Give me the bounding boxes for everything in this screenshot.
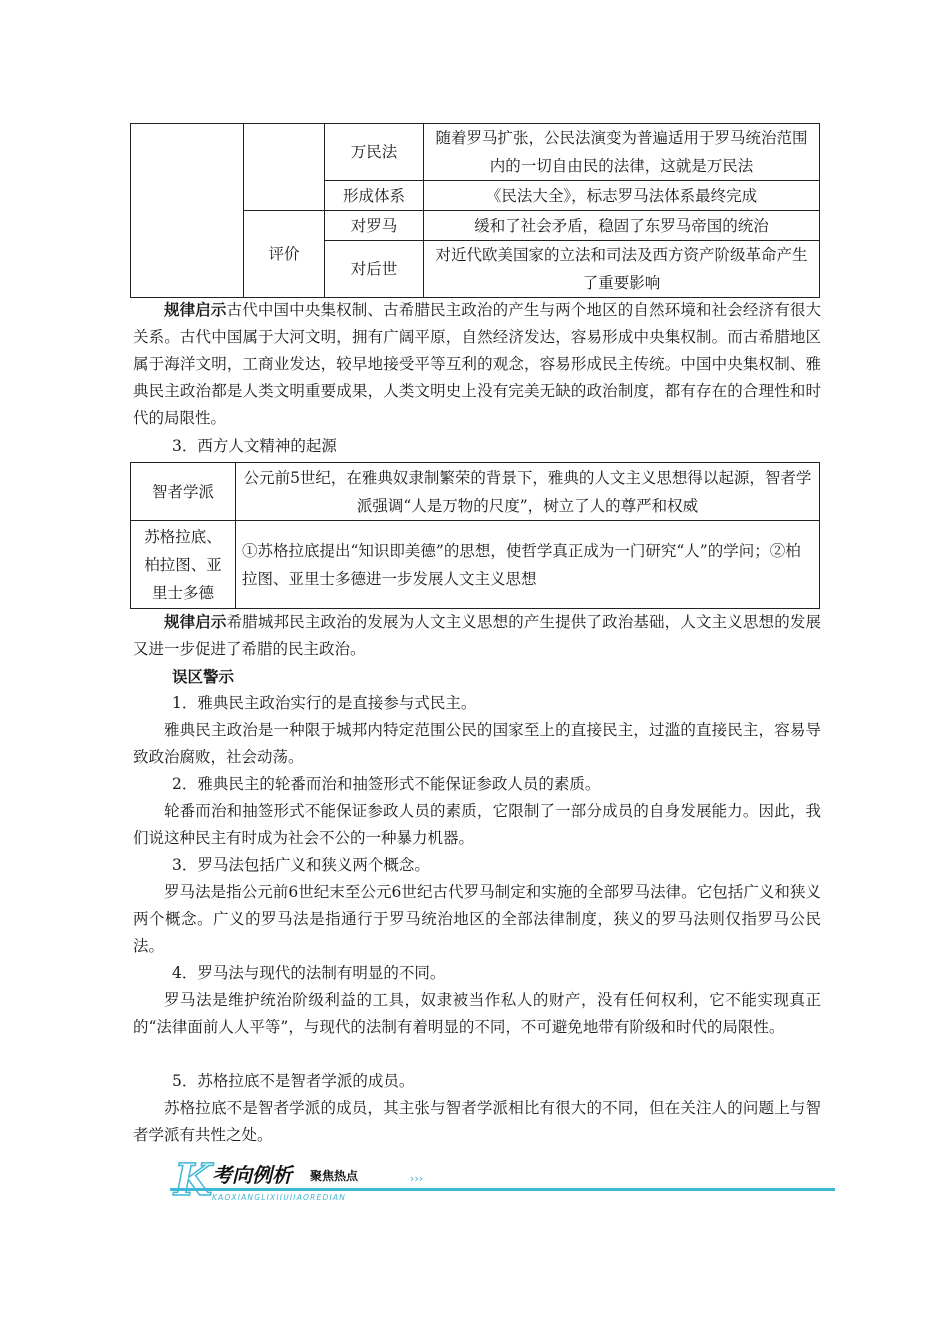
roman-law-table — [130, 123, 820, 298]
warning-body-2: 轮番而治和抽签形式不能保证参政人员的素质，它限制了一部分成员的自身发展能力。因此，我们说这种民主有时成为社会不公的一种暴力机器。 — [133, 802, 821, 847]
warning-body-1: 雅典民主政治是一种限于城邦内特定范围公民的国家至上的直接民主，过滥的直接民主，容易导致政治腐败，社会动荡。 — [133, 721, 821, 766]
warning-body-4: 罗马法是维护统治阶级利益的工具，奴隶被当作私人的财产，没有任何权利，它不能实现真正的“法律面前人人平等”，与现代的法制有着明显的不同，不可避免地带有阶级和时代的局限性。 — [133, 991, 821, 1036]
table-cell-head: 苏格拉底、柏拉图、亚里士多德 — [131, 521, 236, 609]
warning-title: 误区警示 — [172, 667, 235, 686]
table-cell-sub: 对后世 — [325, 241, 424, 298]
table-cell-text: 《民法大全》，标志罗马法体系最终完成 — [424, 181, 820, 211]
banner-subtitle: 聚焦热点 — [310, 1169, 359, 1183]
warning-heading-3: 3．罗马法包括广义和狭义两个概念。 — [172, 856, 430, 874]
section-heading: 3．西方人文精神的起源 — [172, 437, 337, 455]
warning-heading-2: 2．雅典民主的轮番而治和抽签形式不能保证参政人员的素质。 — [172, 775, 601, 793]
chevron-right-icon: ››› — [410, 1172, 424, 1185]
banner-pinyin: KAOXIANGLIXIJUJIAOREDIAN — [212, 1193, 347, 1200]
table-cell-sub: 形成体系 — [325, 181, 424, 211]
warning-heading-4: 4．罗马法与现代的法制有明显的不同。 — [172, 964, 446, 982]
table-row — [131, 463, 820, 521]
rule-text: 古代中国中央集权制、古希腊民主政治的产生与两个地区的自然环境和社会经济有很大关系。古代中国属于大河文明，拥有广阔平原，自然经济发达，容易形成中央集权制。而古希腊地区属于海洋文明，工商业发达，较早地接受平等互利的观念，容易形成民主传统。中国中央集权制、雅典民主政治都是人类文明重要成果，人类文明史上没有完美无缺的政治制度，都有存在的合理性和时代的局限性。 — [133, 301, 821, 427]
banner-underline — [170, 1188, 835, 1191]
table-cell-sub: 对罗马 — [325, 211, 424, 241]
rule-text: 希腊城邦民主政治的发展为人文主义思想的产生提供了政治基础，人文主义思想的发展又进一步促进了希腊的民主政治。 — [133, 613, 821, 658]
table-cell-head: 智者学派 — [131, 463, 236, 521]
rule-label: 规律启示 — [164, 300, 227, 319]
section-banner — [170, 1155, 835, 1200]
warning-heading-5: 5．苏格拉底不是智者学派的成员。 — [172, 1072, 415, 1090]
table-row — [131, 124, 820, 181]
table-cell-text: 对近代欧美国家的立法和司法及西方资产阶级革命产生了重要影响 — [424, 241, 820, 298]
table-cell-text: 缓和了社会矛盾，稳固了东罗马帝国的统治 — [424, 211, 820, 241]
table-cell-text: 公元前5世纪，在雅典奴隶制繁荣的背景下，雅典的人文主义思想得以起源，智者学派强调“人是万物的尺度”，树立了人的尊严和权威 — [236, 463, 820, 521]
table-cell-group: 评价 — [244, 211, 325, 298]
rule-paragraph-1 — [133, 296, 821, 432]
rule-label: 规律启示 — [164, 612, 227, 631]
table-cell-text: ①苏格拉底提出“知识即美德”的思想，使哲学真正成为一门研究“人”的学问；②柏拉图、亚里士多德进一步发展人文主义思想 — [236, 521, 820, 609]
table-cell-sub: 万民法 — [325, 124, 424, 181]
table-cell-empty — [244, 124, 325, 211]
warning-body-3: 罗马法是指公元前6世纪末至公元6世纪古代罗马制定和实施的全部罗马法律。它包括广义和狭义两个概念。广义的罗马法是指通行于罗马统治地区的全部法律制度，狭义的罗马法则仅指罗马公民法。 — [133, 883, 821, 955]
table-cell-text: 随着罗马扩张，公民法演变为普遍适用于罗马统治范围内的一切自由民的法律，这就是万民法 — [424, 124, 820, 181]
warning-heading-1: 1．雅典民主政治实行的是直接参与式民主。 — [172, 694, 477, 712]
table-row — [131, 521, 820, 609]
table-cell-empty — [131, 124, 244, 298]
humanism-table — [130, 462, 820, 609]
warning-body-5: 苏格拉底不是智者学派的成员，其主张与智者学派相比有很大的不同，但在关注人的问题上与智者学派有共性之处。 — [133, 1099, 821, 1144]
banner-letter: K — [174, 1155, 213, 1200]
banner-title: 考向例析 — [212, 1163, 292, 1187]
rule-paragraph-2 — [133, 608, 821, 663]
